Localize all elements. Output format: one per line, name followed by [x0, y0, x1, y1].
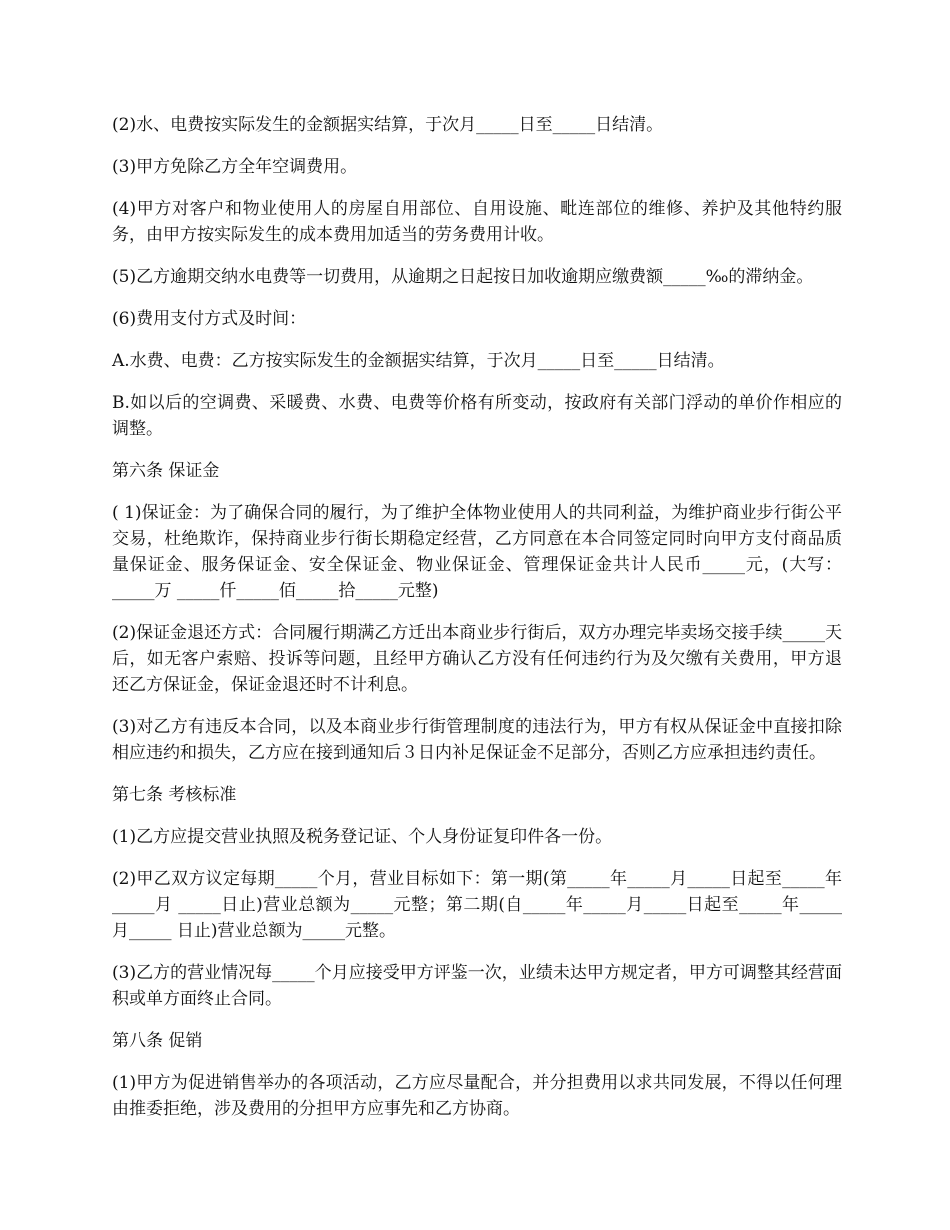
clause-late-fee: (5)乙方逾期交纳水电费等一切费用，从逾期之日起按日加收逾期应缴费额_____‰的滞纳金。 [112, 267, 814, 287]
clause-promotion: (1)甲方为促进销售举办的各项活动，乙方应尽量配合，并分担费用以求共同发展，不得以任何理由推委拒绝，涉及费用的分担甲方应事先和乙方协商。 [112, 1073, 842, 1119]
clause-maintenance-fees: (4)甲方对客户和物业使用人的房屋自用部位、自用设施、毗连部位的维修、养护及其他特约服务，由甲方按实际发生的成本费用加适当的劳务费用计收。 [112, 199, 842, 245]
clause-evaluation: (3)乙方的营业情况每_____个月应接受甲方评鉴一次，业绩未达甲方规定者，甲方可调整其经营面积或单方面终止合同。 [112, 963, 842, 1009]
clause-water-electric-settlement: (2)水、电费按实际发生的金额据实结算，于次月_____日至_____日结清。 [112, 115, 664, 135]
clause-payment-method: (6)费用支付方式及时间： [112, 309, 307, 329]
clause-deposit-refund: (2)保证金退还方式：合同履行期满乙方迁出本商业步行街后，双方办理完毕卖场交接手续_____天后，如无客户索赔、投诉等问题，且经甲方确认乙方没有任何违约行为及欠缴有关费用，甲方退还乙方保证金，保证金退还时不计利息。 [112, 623, 842, 695]
clause-sales-targets: (2)甲乙双方议定每期_____个月，营业目标如下：第一期(第_____年_____月_____日起至_____年_____月 _____日止)营业总额为_____元整；第二期(自_____年_____月_____日起至_____年_____月_____ 日止)营业总额为_____元整。 [112, 869, 842, 941]
clause-documents: (1)乙方应提交营业执照及税务登记证、个人身份证复印件各一份。 [112, 827, 613, 847]
clause-deposit-deduction: (3)对乙方有违反本合同，以及本商业步行街管理制度的违法行为，甲方有权从保证金中直接扣除相应违约和损失，乙方应在接到通知后３日内补足保证金不足部分，否则乙方应承担违约责任。 [112, 717, 842, 763]
article-7-heading: 第七条 考核标准 [112, 785, 237, 805]
article-6-heading: 第六条 保证金 [112, 461, 220, 481]
article-8-heading: 第八条 促销 [112, 1031, 203, 1051]
clause-payment-b: B.如以后的空调费、采暖费、水费、电费等价格有所变动，按政府有关部门浮动的单价作相应的调整。 [112, 393, 842, 439]
clause-ac-fee-waiver: (3)甲方免除乙方全年空调费用。 [112, 157, 358, 177]
clause-payment-a: A.水费、电费：乙方按实际发生的金额据实结算，于次月_____日至_____日结清。 [112, 351, 725, 371]
clause-deposit-amount: ( 1)保证金：为了确保合同的履行，为了维护全体物业使用人的共同利益，为维护商业步行街公平交易，杜绝欺诈，保持商业步行街长期稳定经营，乙方同意在本合同签定同时向甲方支付商品质量保证金、服务保证金、安全保证金、物业保证金、管理保证金共计人民币_____元，(大写：_____万 _____仟_____佰_____拾_____元整) [112, 503, 842, 601]
